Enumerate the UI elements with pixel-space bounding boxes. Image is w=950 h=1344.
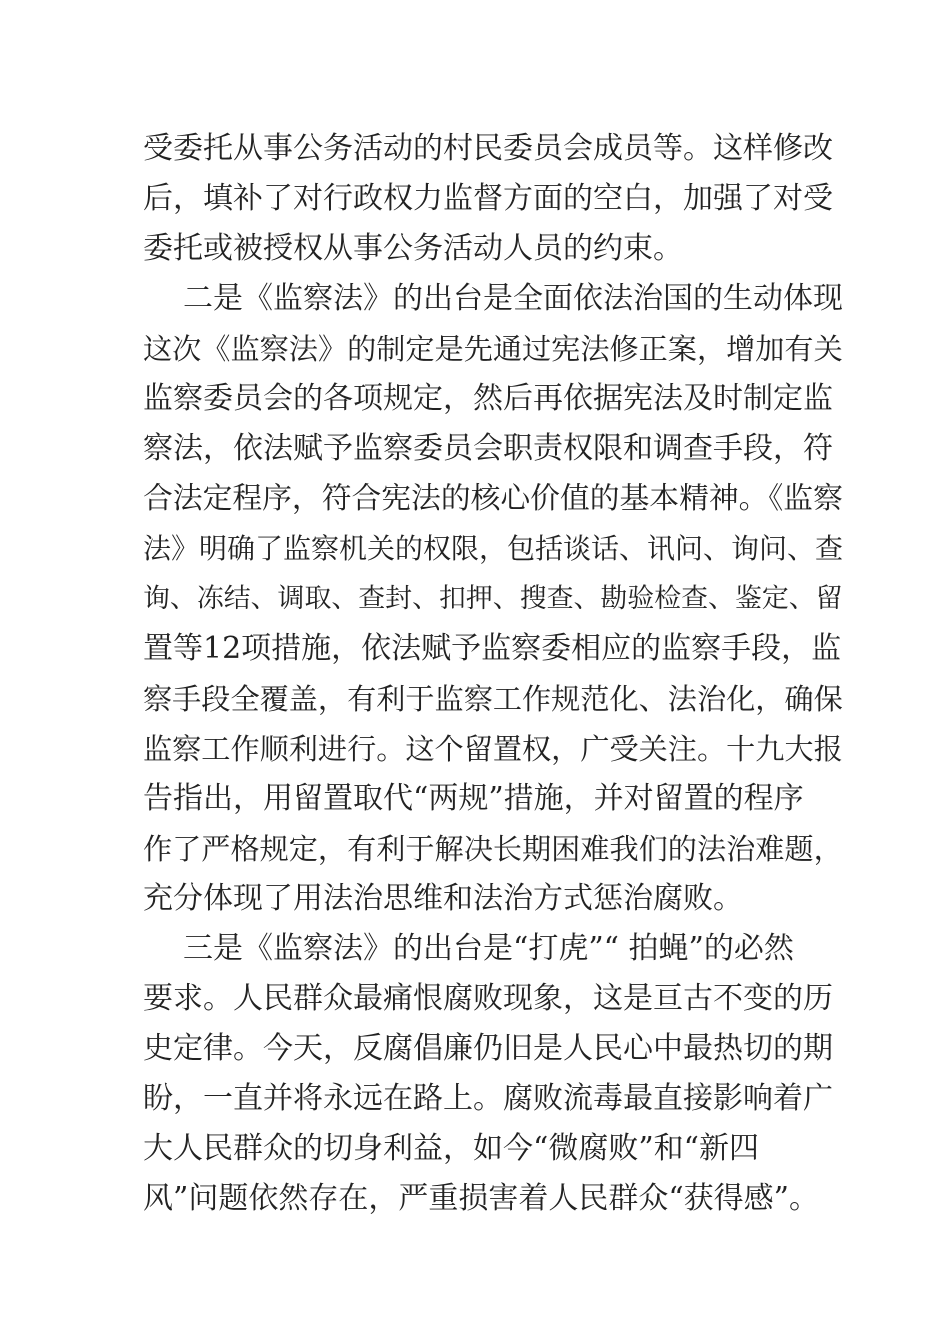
body-text [143, 124, 844, 1224]
paragraph-start-line: 二是《监察法》的出台是全面依法治国的生动体现 [183, 281, 843, 316]
text-line: 后，填补了对行政权力监督方面的空白，加强了对受 [143, 181, 833, 216]
text-line: 察法，依法赋予监察委员会职责权限和调查手段，符 [143, 431, 833, 466]
text-line: 风”问题依然存在，严重损害着人民群众“获得感”。 [143, 1181, 820, 1216]
text-line: 法》明确了监察机关的权限，包括谈话、讯问、询问、查 [143, 532, 844, 565]
text-line: 这次《监察法》的制定是先通过宪法修正案，增加有关 [143, 332, 843, 366]
text-line: 大人民群众的切身利益，如今“微腐败”和“新四 [143, 1131, 760, 1166]
text-line: 询、冻结、调取、查封、扣押、搜查、勘验检查、鉴定、留 [143, 583, 843, 614]
text-line: 监察工作顺利进行。这个留置权，广受关注。十九大报 [143, 732, 843, 766]
text-line: 受委托从事公务活动的村民委员会成员等。这样修改 [143, 131, 833, 166]
text-line: 合法定程序，符合宪法的核心价值的基本精神。《监察 [143, 481, 843, 516]
text-line: 委托或被授权从事公务活动人员的约束。 [143, 231, 683, 266]
text-line: 史定律。今天，反腐倡廉仍旧是人民心中最热切的期 [143, 1031, 833, 1066]
text-line: 作了严格规定，有利于解决长期困难我们的法治难题， [143, 832, 843, 866]
text-line: 盼，一直并将永远在路上。腐败流毒最直接影响着广 [143, 1081, 833, 1116]
text-line: 充分体现了用法治思维和法治方式惩治腐败。 [143, 881, 743, 916]
paragraph-start-line: 三是《监察法》的出台是“打虎”“ 拍蝇”的必然 [183, 931, 794, 966]
text-line: 置等12项措施，依法赋予监察委相应的监察手段，监 [143, 631, 842, 666]
text-line: 监察委员会的各项规定，然后再依据宪法及时制定监 [143, 381, 833, 416]
text-line: 察手段全覆盖，有利于监察工作规范化、法治化，确保 [143, 682, 843, 716]
text-line: 要求。人民群众最痛恨腐败现象，这是亘古不变的历 [143, 981, 833, 1016]
text-line: 告指出，用留置取代“两规”措施，并对留置的程序 [143, 781, 804, 816]
